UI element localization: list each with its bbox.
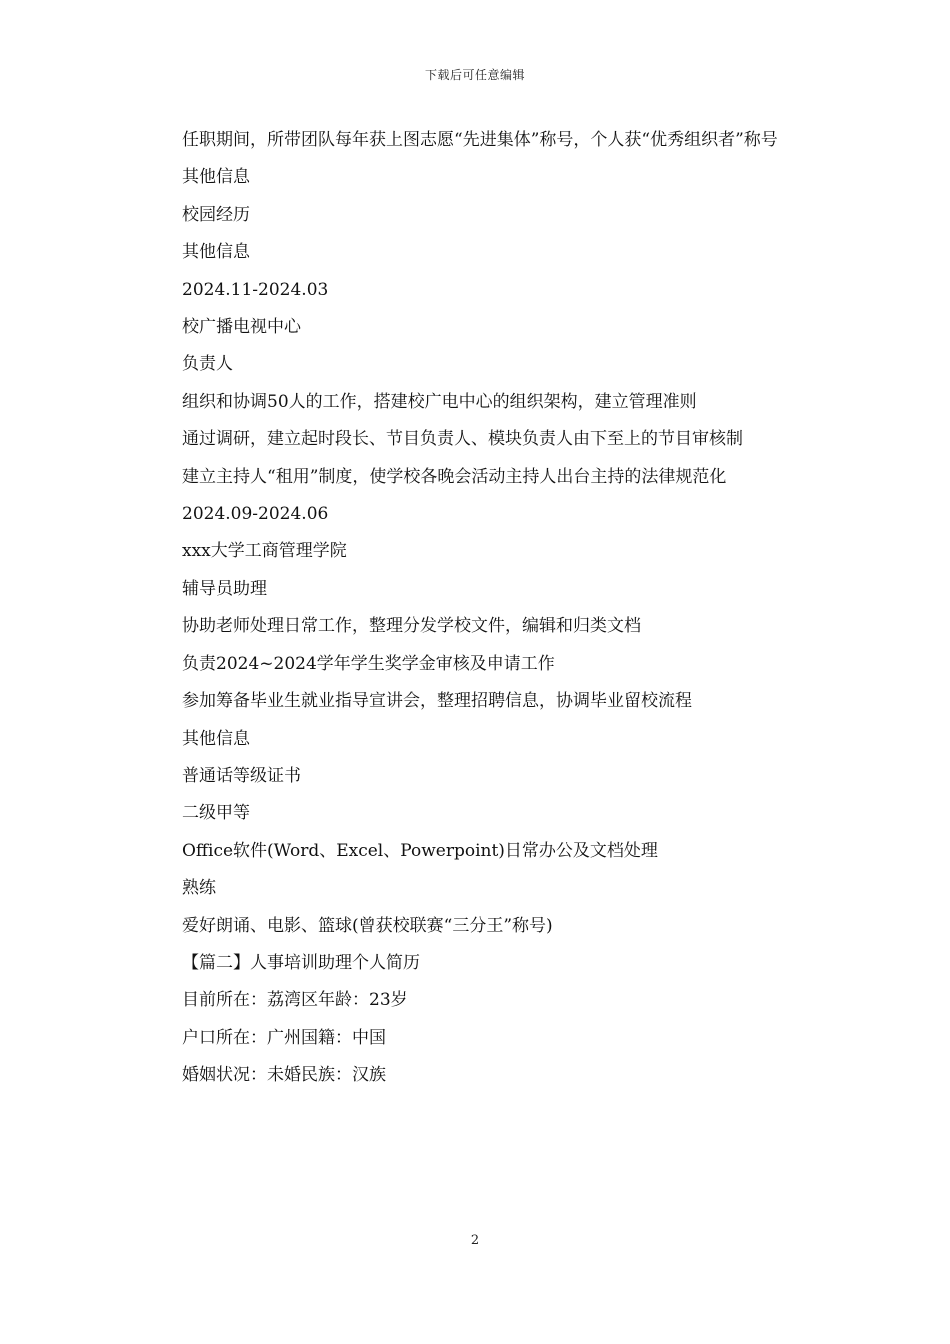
paragraph: 爱好朗诵、电影、篮球(曾获校联赛“三分王”称号): [182, 915, 553, 936]
paragraph: 任职期间，所带团队每年获上图志愿“先进集体”称号，个人获“优秀组织者”称号: [182, 130, 778, 150]
section-heading: 【篇二】人事培训助理个人简历: [182, 952, 420, 973]
paragraph: xxx大学工商管理学院: [182, 541, 347, 562]
paragraph: 通过调研，建立起时段长、节目负责人、模块负责人由下至上的节目审核制: [182, 429, 743, 450]
paragraph: 参加筹备毕业生就业指导宣讲会，整理招聘信息，协调毕业留校流程: [182, 691, 692, 712]
page-number: 2: [470, 1233, 480, 1248]
paragraph: 校园经历: [182, 204, 250, 225]
paragraph: 熟练: [182, 878, 216, 899]
paragraph: 目前所在：荔湾区年龄：23岁: [182, 990, 408, 1011]
paragraph: 2024.09-2024.06: [182, 504, 329, 525]
paragraph: 户口所在：广州国籍：中国: [182, 1027, 386, 1048]
paragraph: 其他信息: [182, 728, 250, 749]
paragraph: 协助老师处理日常工作，整理分发学校文件，编辑和归类文档: [182, 616, 641, 637]
paragraph: 二级甲等: [182, 803, 250, 824]
page-header: 下载后可任意编辑: [424, 68, 525, 82]
paragraph: 普通话等级证书: [182, 765, 301, 786]
paragraph: 2024.11-2024.03: [182, 279, 329, 300]
paragraph: 其他信息: [182, 242, 250, 263]
paragraph: 负责人: [182, 354, 233, 375]
paragraph: 建立主持人“租用”制度，使学校各晚会活动主持人出台主持的法律规范化: [182, 466, 727, 487]
document-body: [145, 122, 810, 1095]
paragraph: 辅导员助理: [182, 578, 267, 599]
paragraph: 其他信息: [182, 167, 250, 188]
paragraph: Office软件(Word、Excel、Powerpoint)日常办公及文档处理: [182, 840, 658, 861]
paragraph: 负责2024~2024学年学生奖学金审核及申请工作: [182, 653, 555, 674]
paragraph: 婚姻状况：未婚民族：汉族: [182, 1065, 386, 1086]
paragraph: 校广播电视中心: [182, 317, 301, 338]
paragraph: 组织和协调50人的工作，搭建校广电中心的组织架构，建立管理准则: [182, 391, 697, 412]
